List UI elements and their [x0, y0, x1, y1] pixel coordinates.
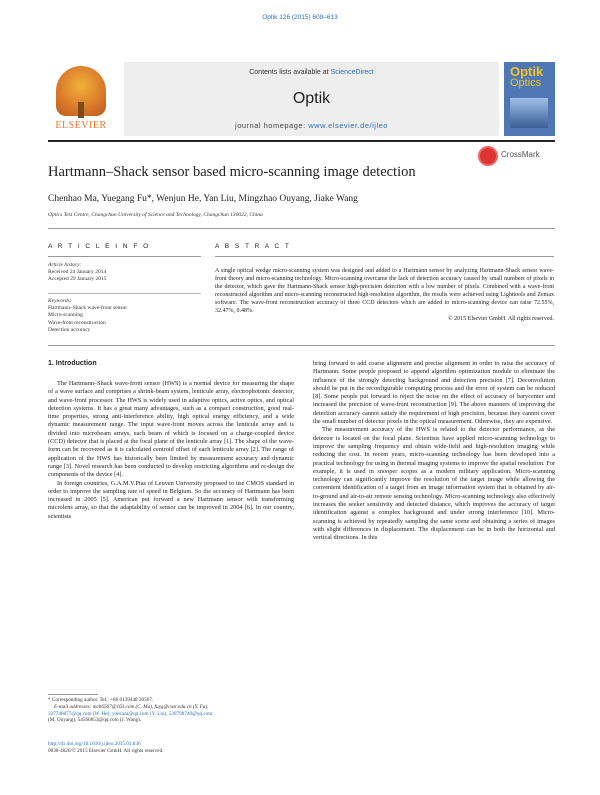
accepted-date: Accepted 29 January 2015 — [48, 276, 107, 283]
journal-cover-image[interactable] — [504, 62, 555, 136]
paragraph: The Hartmann–Shack wave-front sensor (HWS) is a normal device for measuring the shape of a wave surface and comprises a shrink-beam system, lenticule array, electrophotonic detector, and wave-front processor. The HWS is widely used in adaptive optics, active optics, and optical detection systems. It has a great many advantages, such as a compact construction, good real-time properties, strong anti-interference ability, high optical energy efficiency, and a wide dynamic measurement range. The input wave-front moves across the lenticule array and is divided into microbeam arrays, each beam of which is focused on a charge-coupled device (CCD) detector that is placed at the focal plane of the lenticule array [1]. The shape of the wave-form can be recovered as it is calculated centroid offset of each lenticule array [2]. The range of application of the HWS has historically been limited by measurement accuracy and dynamic range [3]. Novel research has been conducted to develop restricting algorithms and re-design the components of the device [4]. — [48, 380, 294, 479]
corresponding-author: * Corresponding author. Tel.: +86 0139448 30567. — [48, 697, 154, 703]
email-line[interactable]: (M. Ouyang), 54560853@qq.com (J. Wang). — [48, 717, 142, 724]
keyword-item: Wave-front reconstruction — [48, 319, 106, 326]
left-column — [48, 380, 294, 521]
abstract-rule — [215, 256, 554, 257]
header-rule — [48, 140, 555, 142]
article-info-heading: A R T I C L E I N F O — [48, 243, 151, 250]
homepage-prefix: journal homepage: — [235, 121, 309, 130]
keyword-item: Hartmann–Shack wave-front sensor — [48, 305, 128, 312]
keyword-item: Micro-scanning — [48, 312, 83, 319]
author-list: Chenhao Ma, Yuegang Fu*, Wenjun He, Yan Liu, Mingzhao Ouyang, Jiake Wang — [48, 194, 358, 204]
email-line[interactable]: 327748077@qq.com (W. He), yoesaza@qq.com (Y. Liu), 538798740@qq.com — [48, 710, 213, 717]
crossmark-label: CrossMark — [501, 150, 540, 159]
publisher-name: ELSEVIER — [55, 120, 107, 131]
affiliation: Optics Test Centre, Changchun University of Science and Technology, Changchun 130022, China — [48, 212, 263, 218]
article-info-rule — [48, 256, 201, 257]
keywords-label: Keywords: — [48, 298, 72, 304]
issn-line: 0030-4026/© 2015 Elsevier GmbH. All rights reserved. — [48, 747, 164, 754]
keyword-item: Detection accuracy — [48, 326, 91, 333]
journal-name: Optik — [292, 90, 331, 107]
paragraph: The measurement accuracy of the HWS is related to the detector performance, as the detector is located on the focal plane. Scientists have applied micro-scanning technology to improve the sampling frequency and obtain wide-field and high-resolution imaging while reducing the cost. In recent years, micro-scanning technology has been developed into a practical technology for using in thermal imaging systems to improve the spatial resolution. For example, it is used in snooper scopes as a modern military application. Micro-scanning technology can significantly improve the resolution of the target image while allowing the convenient identification of a target from an image information system that is obtained by air-to-ground and air-to-air remote sensing technology. Micro-scanning technology also effectively increases the seeker sensitivity and detected distance, which improves the accuracy of target identification against a complex background and under strong interference [10]. Micro-scanning is achieved by repeatedly sampling the same scene and obtaining a series of images with slight differences in displacement. The displacement can be in both the horizontal and vertical directions. In this — [313, 426, 555, 542]
email-line[interactable]: E-mail addresses: mch6567@163.com (C. Ma), fuyg@cust.edu.cn (Y. Fu), — [54, 703, 209, 710]
history-label: Article history: — [48, 262, 82, 268]
paragraph: bring forward to add coarse alignment and precise alignment in order to raise the accuracy of Hartmann. Some people proposed to append algorithm optimization module to eliminate the influence of the strongly detecting background and detection precision [7]. Deconvolution should be put in the reconfigurable computing process and the error of system can be reduced [8]. Some people put forward to reject the noise on the effect of accuracy of barycenter and increased the precision of wave-front reconstruction [9]. The above manners of improving the detection accuracy cannot satisfy the requirement of high precision, because they cannot cover the small number of detector pixels in the optical measurement. Otherwise, they are expensive. — [313, 360, 555, 426]
right-column — [313, 360, 555, 543]
doi-link[interactable]: http://dx.doi.org/10.1016/j.ijleo.2015.01.036 — [48, 741, 141, 747]
sciencedirect-link[interactable]: ScienceDirect — [330, 69, 374, 76]
paragraph: In foreign countries, G.A.M.V.Ptas of Leuven University proposed to use CMOS standard in order to improve the sampling rate of speed in Belgium. So the accuracy of Hartmann has been increased in 2005 [5]. American put forward a new Hartmann sensor with transforming microlens array, so that the adaptability of sensor can be improved in 2004 [6]. In our country, scientists — [48, 479, 294, 520]
footnote-rule — [48, 694, 98, 695]
tree-trunk — [78, 102, 84, 118]
keywords-rule — [48, 293, 201, 294]
introduction-heading: 1. Introduction — [48, 360, 97, 367]
homepage-link[interactable]: www.elsevier.de/ijleo — [308, 121, 388, 130]
contents-prefix: Contents lists available at — [249, 69, 331, 76]
elsevier-logo[interactable] — [48, 62, 114, 138]
abstract-copyright: © 2015 Elsevier GmbH. All rights reserved. — [448, 316, 554, 322]
article-title: Hartmann–Shack sensor based micro-scanning image detection — [48, 164, 416, 180]
crossmark-icon — [478, 146, 498, 166]
keywords-block — [48, 298, 201, 334]
journal-banner — [124, 62, 499, 136]
received-date: Received 24 January 2014 — [48, 269, 107, 276]
journal-header — [48, 62, 555, 138]
homepage-line — [124, 121, 499, 130]
cover-title: Optik — [510, 64, 544, 79]
article-history — [48, 262, 201, 284]
cover-picture — [510, 98, 548, 128]
abstract-body — [215, 267, 554, 323]
abstract-heading: A B S T R A C T — [215, 243, 291, 250]
contents-line — [124, 69, 499, 76]
abstract-bottom-rule — [48, 345, 555, 346]
footnotes — [48, 697, 294, 724]
journal-citation[interactable]: Optik 126 (2015) 609–613 — [262, 14, 338, 21]
affiliation-rule — [48, 228, 555, 229]
doi-block — [48, 741, 294, 755]
abstract-text: A single optical wedge micro-scanning system was designed and added to a Hartmann sensor by analyzing Hartmann-Shack sensor wave-front theory and micro-scanning technology. Micro-scanning overcame the lack of detection accuracy caused by small numbers of pixels in the detector, which gave the Hartmann-Shack sensor high-precision detection with a low number of pixels. Combined with a wave-front reconstructed algorithm and micro-scanning reconstructed high-resolution algorithm, the results were achieved using Lighttools and Zemax software. The wave-front reconstruction accuracy of three CCD detectors which are added to micro-scanning device can raise 72.55%, 32.47%, 0.48%. — [215, 268, 554, 314]
crossmark-badge[interactable] — [478, 146, 550, 172]
cover-subtitle: Optics — [510, 77, 542, 89]
